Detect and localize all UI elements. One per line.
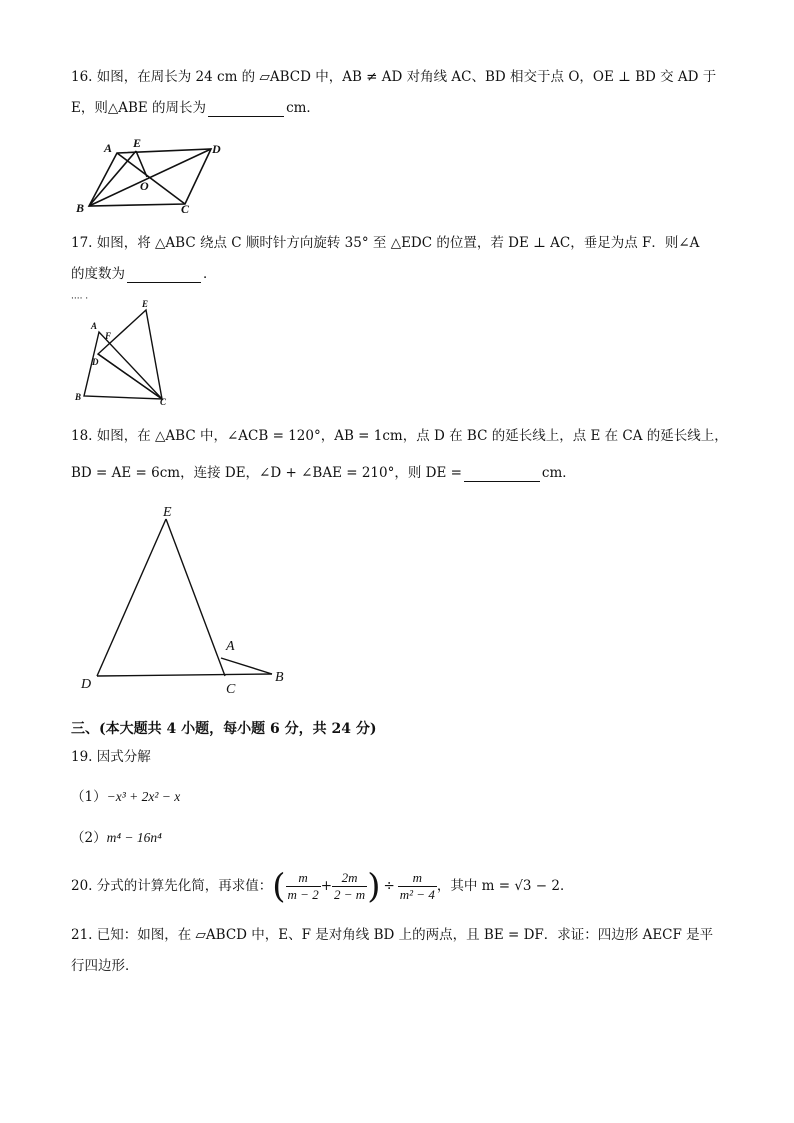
q16-label-d: D xyxy=(212,142,221,156)
q18-label-e: E xyxy=(163,505,172,520)
q20-f2-num: 2m xyxy=(332,870,367,887)
q20-prefix: 20. 分式的计算先化简，再求值： xyxy=(71,878,273,894)
q16-line2-text: E，则△ABE 的周长为 xyxy=(71,100,207,116)
q16-parallelogram-figure xyxy=(72,134,232,216)
q16-line2 xyxy=(71,99,320,117)
q16-label-a: A xyxy=(104,141,113,155)
q20-plus: + xyxy=(320,878,333,894)
q19-part2 xyxy=(71,829,162,847)
q20-suffix: ，其中 m = √3 − 2． xyxy=(436,878,574,894)
q17-label-f: F xyxy=(105,331,112,341)
q18-label-d: D xyxy=(81,677,92,692)
q18-label-a: A xyxy=(226,639,235,654)
q19-part2-expr: m⁴ − 16n⁴ xyxy=(106,830,162,845)
q18-line1: 18. 如图，在 △ABC 中，∠ACB = 120°，AB = 1cm，点 D 在 BC 的延长线上，点 E 在 CA 的延长线上， xyxy=(71,428,728,444)
q16-label-c: C xyxy=(181,202,190,216)
q17-label-b: B xyxy=(75,392,82,402)
q20-div: ÷ xyxy=(383,878,395,894)
q18-line2 xyxy=(71,464,576,482)
q19-part2-label: （2） xyxy=(71,830,107,846)
section3-heading: 三、(本大题共 4 小题，每小题 6 分，共 24 分) xyxy=(71,721,377,737)
q17-answer-blank xyxy=(127,282,201,283)
q18-label-c: C xyxy=(226,682,236,697)
q20-fraction-2 xyxy=(332,870,367,903)
q19-title: 19. 因式分解 xyxy=(71,749,151,765)
q20-right-paren: ) xyxy=(367,866,381,907)
q17-rotation-figure xyxy=(70,298,180,408)
q17-line1: 17. 如图，将 △ABC 绕点 C 顺时针方向旋转 35° 至 △EDC 的位置，若 DE ⊥ AC，垂足为点 F．则∠A xyxy=(71,235,700,251)
q19-part1 xyxy=(71,788,180,806)
q17-label-d: D xyxy=(92,357,99,367)
q16-label-o: O xyxy=(140,179,149,193)
q16-unit: cm． xyxy=(286,100,320,116)
q16-label-e: E xyxy=(133,136,142,150)
q19-part1-expr: −x³ + 2x² − x xyxy=(106,789,181,804)
q18-line2-text: BD = AE = 6cm，连接 DE，∠D + ∠BAE = 210°，则 DE = xyxy=(71,465,462,481)
q16-answer-blank xyxy=(208,116,284,117)
q20-f3-den: m² − 4 xyxy=(399,887,435,902)
q20-left-paren: ( xyxy=(272,866,286,907)
q17-label-e: E xyxy=(142,299,149,309)
q16-line1: 16. 如图，在周长为 24 cm 的 ▱ABCD 中，AB ≠ AD 对角线 AC、BD 相交于点 O，OE ⊥ BD 交 AD 于 xyxy=(71,69,717,85)
q20-fraction-3 xyxy=(398,870,437,903)
q18-triangle-figure xyxy=(78,503,298,695)
q21-line1: 21. 已知：如图，在 ▱ABCD 中，E、F 是对角线 BD 上的两点，且 BE = DF．求证：四边形 AECF 是平 xyxy=(71,927,714,943)
q21-line2: 行四边形． xyxy=(71,958,139,974)
q20-f1-num: m xyxy=(286,870,321,887)
q20-f2-den: 2 − m xyxy=(334,887,366,902)
q20-f1-den: m − 2 xyxy=(287,887,319,902)
q18-label-b: B xyxy=(275,670,284,685)
q17-line2-text: 的度数为 xyxy=(71,266,125,282)
q17-label-a: A xyxy=(91,321,98,331)
q18-unit: cm． xyxy=(541,465,576,481)
q17-label-c: C xyxy=(160,397,167,407)
q20-fraction-1 xyxy=(286,870,321,903)
q19-part1-label: （1） xyxy=(71,789,107,805)
q20-line xyxy=(71,864,574,909)
q17-dots: ···· · xyxy=(71,294,89,304)
q17-end: ． xyxy=(203,266,217,282)
q16-label-b: B xyxy=(76,201,85,215)
q17-line2 xyxy=(71,265,217,283)
q18-answer-blank xyxy=(464,481,540,482)
q20-f3-num: m xyxy=(398,870,437,887)
